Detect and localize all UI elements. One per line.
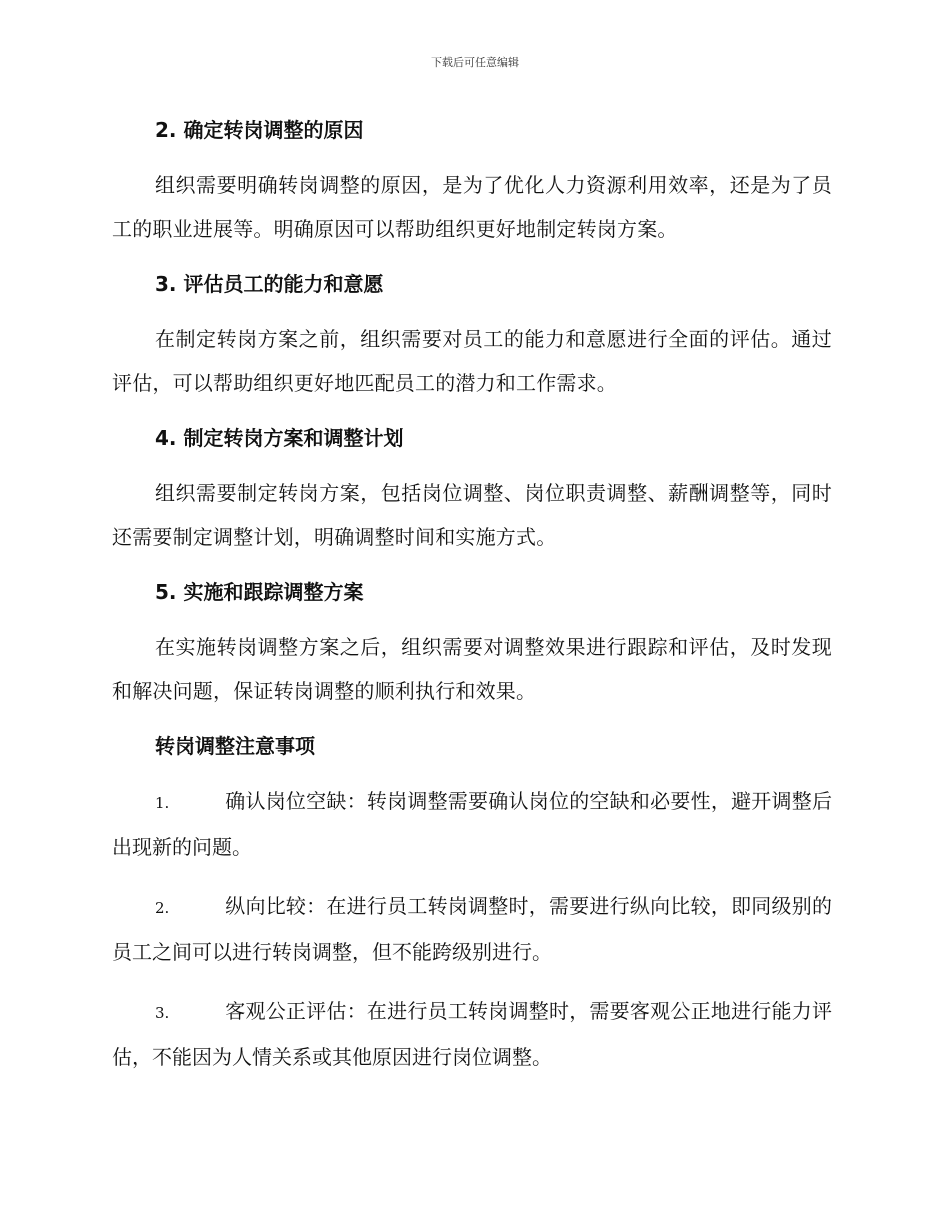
- section-paragraph: 在实施转岗调整方案之后，组织需要对调整效果进行跟踪和评估，及时发现和解决问题，保证转岗调整的顺利执行和效果。: [112, 635, 832, 703]
- notes-heading: 转岗调整注意事项: [155, 734, 315, 758]
- list-item: [112, 989, 832, 1079]
- section-paragraph: 在制定转岗方案之前，组织需要对员工的能力和意愿进行全面的评估。通过评估，可以帮助组织更好地匹配员工的潜力和工作需求。: [112, 327, 832, 395]
- section-paragraph: 组织需要制定转岗方案，包括岗位调整、岗位职责调整、薪酬调整等，同时还需要制定调整计划，明确调整时间和实施方式。: [112, 481, 832, 549]
- list-item-text: 确认岗位空缺：转岗调整需要确认岗位的空缺和必要性，避开调整后出现新的问题。: [112, 789, 832, 859]
- list-number: 1.: [155, 794, 170, 812]
- section-heading: 4. 制定转岗方案和调整计划: [155, 426, 404, 450]
- section-heading: 2. 确定转岗调整的原因: [155, 118, 364, 142]
- document-body: [112, 112, 832, 1094]
- list-item-text: 纵向比较：在进行员工转岗调整时，需要进行纵向比较，即同级别的员工之间可以进行转岗调整，但不能跨级别进行。: [112, 894, 832, 964]
- section-heading: 5. 实施和跟踪调整方案: [155, 580, 364, 604]
- list-number: 3.: [155, 1004, 170, 1022]
- list-item: [112, 779, 832, 869]
- list-item: [112, 884, 832, 974]
- page-header: 下载后可任意编辑: [431, 56, 519, 69]
- section-heading: 3. 评估员工的能力和意愿: [155, 272, 384, 296]
- list-number: 2.: [155, 899, 170, 917]
- list-item-text: 客观公正评估：在进行员工转岗调整时，需要客观公正地进行能力评估，不能因为人情关系或其他原因进行岗位调整。: [112, 999, 832, 1069]
- section-paragraph: 组织需要明确转岗调整的原因，是为了优化人力资源利用效率，还是为了员工的职业进展等。明确原因可以帮助组织更好地制定转岗方案。: [112, 173, 832, 241]
